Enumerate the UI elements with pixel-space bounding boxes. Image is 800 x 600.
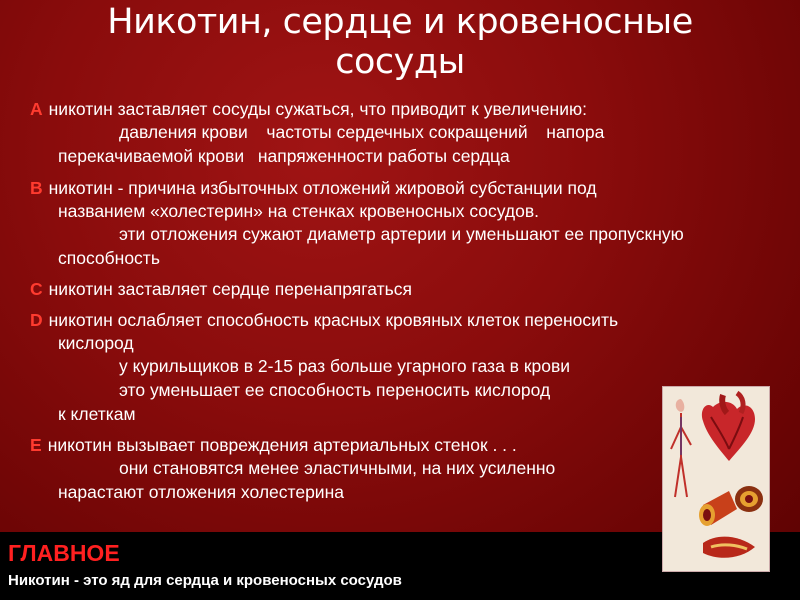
item-letter: C: [30, 279, 43, 299]
item-b: [30, 177, 780, 270]
sub-item: напряженности работы сердца: [257, 146, 510, 166]
footer-text: Никотин - это яд для сердца и кровеносных сосудов: [8, 572, 402, 589]
item-text-continuation: кислород: [58, 333, 134, 353]
item-a: [30, 98, 780, 169]
item-letter: A: [30, 99, 43, 119]
item-text: никотин заставляет сосуды сужаться, что приводит к увеличению:: [48, 99, 587, 119]
sub-item: давления крови: [119, 122, 248, 142]
footer-title: ГЛАВНОЕ: [8, 540, 120, 566]
item-letter: B: [30, 178, 43, 198]
sub-item-continuation: к клеткам: [58, 404, 136, 424]
slide-title: Никотин, сердце и кровеносные сосуды: [107, 2, 693, 82]
item-text: никотин - причина избыточных отложений жировой субстанции под: [48, 178, 597, 198]
sub-item-continuation: нарастают отложения холестерина: [58, 482, 344, 502]
heart-illustration: [662, 386, 770, 572]
sub-item: это уменьшает ее способность переносить кислород: [119, 380, 551, 400]
heart-and-vessels-image: [663, 387, 769, 571]
sub-item-continuation: способность: [58, 248, 160, 268]
item-text: никотин вызывает повреждения артериальных стенок . . .: [47, 435, 517, 455]
sub-item-continuation: перекачиваемой крови: [58, 146, 245, 166]
item-text: никотин заставляет сердце перенапрягаться: [48, 279, 412, 299]
item-letter: D: [30, 310, 43, 330]
item-text-continuation: названием «холестерин» на стенках кровеносных сосудов.: [58, 201, 540, 221]
sub-item: напора: [546, 122, 605, 142]
item-c: [30, 278, 780, 301]
sub-item: у курильщиков в 2-15 раз больше угарного газа в крови: [119, 356, 571, 376]
sub-item: частоты сердечных сокращений: [266, 122, 528, 142]
item-letter: E: [30, 435, 42, 455]
sub-item: эти отложения сужают диаметр артерии и уменьшают ее пропускную: [119, 224, 684, 244]
sub-item: они становятся менее эластичными, на них усиленно: [119, 458, 556, 478]
item-text: никотин ослабляет способность красных кровяных клеток переносить: [48, 310, 619, 330]
